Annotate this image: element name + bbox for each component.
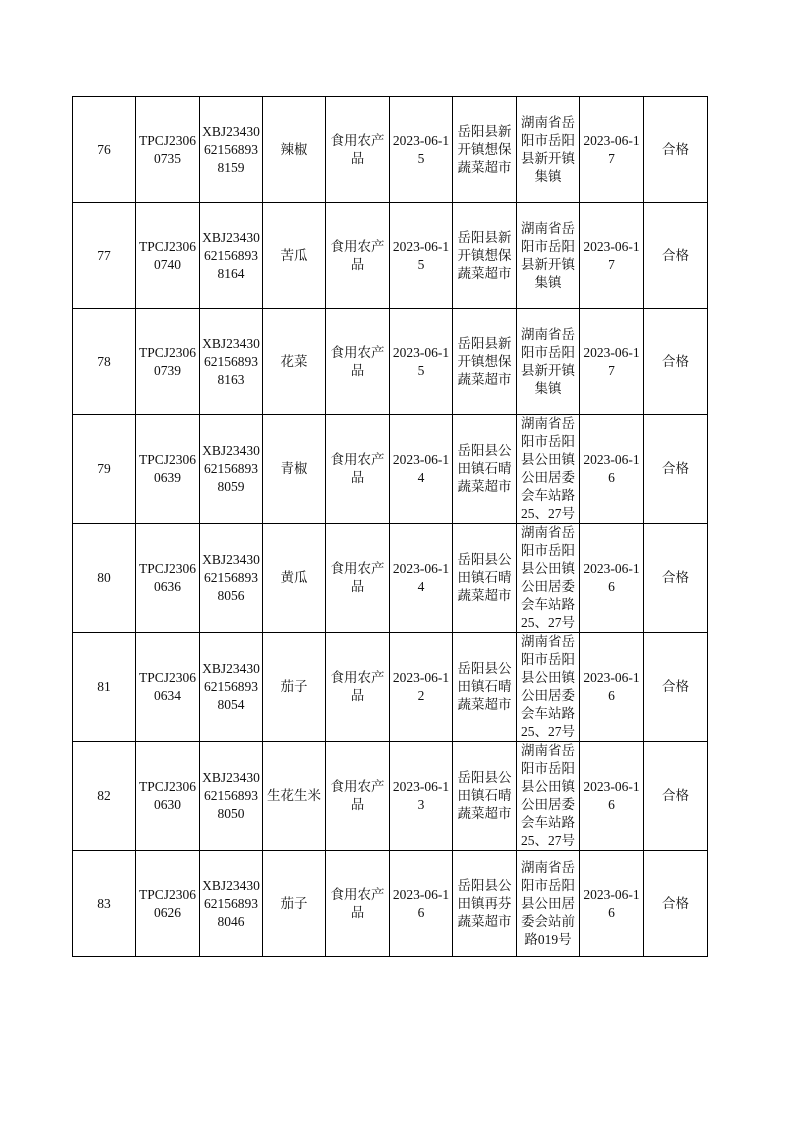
inspection-results-table <box>72 96 708 957</box>
result-cell: 合格 <box>644 97 708 203</box>
report-date-cell: 2023-06-16 <box>580 633 644 742</box>
sample-no-cell: XBJ23430621568938159 <box>200 97 263 203</box>
sampled-unit-cell: 岳阳县公田镇石晴蔬菜超市 <box>453 415 517 524</box>
report-date-cell: 2023-06-16 <box>580 415 644 524</box>
date-cell: 2023-06-13 <box>390 742 453 851</box>
address-cell: 湖南省岳阳市岳阳县公田镇公田居委会车站路25、27号 <box>517 415 580 524</box>
result-cell: 合格 <box>644 524 708 633</box>
sampled-unit-cell: 岳阳县公田镇石晴蔬菜超市 <box>453 742 517 851</box>
sample-no-cell: XBJ23430621568938056 <box>200 524 263 633</box>
result-cell: 合格 <box>644 742 708 851</box>
result-cell: 合格 <box>644 851 708 957</box>
seq-cell: 82 <box>73 742 136 851</box>
task-no-cell: TPCJ23060630 <box>136 742 200 851</box>
seq-cell: 79 <box>73 415 136 524</box>
address-cell: 湖南省岳阳市岳阳县公田居委会站前路019号 <box>517 851 580 957</box>
table-row <box>73 742 708 851</box>
result-cell: 合格 <box>644 309 708 415</box>
result-cell: 合格 <box>644 203 708 309</box>
category-cell: 食用农产品 <box>326 851 390 957</box>
result-cell: 合格 <box>644 415 708 524</box>
sample-no-cell: XBJ23430621568938164 <box>200 203 263 309</box>
seq-cell: 77 <box>73 203 136 309</box>
seq-cell: 81 <box>73 633 136 742</box>
seq-cell: 80 <box>73 524 136 633</box>
address-cell: 湖南省岳阳市岳阳县公田镇公田居委会车站路25、27号 <box>517 633 580 742</box>
sample-no-cell: XBJ23430621568938046 <box>200 851 263 957</box>
date-cell: 2023-06-15 <box>390 309 453 415</box>
category-cell: 食用农产品 <box>326 633 390 742</box>
sample-no-cell: XBJ23430621568938163 <box>200 309 263 415</box>
food-name-cell: 黄瓜 <box>263 524 326 633</box>
table-row <box>73 309 708 415</box>
food-name-cell: 茄子 <box>263 851 326 957</box>
seq-cell: 78 <box>73 309 136 415</box>
table-body <box>73 97 708 957</box>
report-date-cell: 2023-06-16 <box>580 851 644 957</box>
task-no-cell: TPCJ23060735 <box>136 97 200 203</box>
table-row <box>73 415 708 524</box>
task-no-cell: TPCJ23060636 <box>136 524 200 633</box>
sampled-unit-cell: 岳阳县公田镇再芬蔬菜超市 <box>453 851 517 957</box>
sample-no-cell: XBJ23430621568938050 <box>200 742 263 851</box>
task-no-cell: TPCJ23060739 <box>136 309 200 415</box>
food-name-cell: 苦瓜 <box>263 203 326 309</box>
sampled-unit-cell: 岳阳县公田镇石晴蔬菜超市 <box>453 633 517 742</box>
category-cell: 食用农产品 <box>326 203 390 309</box>
food-name-cell: 青椒 <box>263 415 326 524</box>
date-cell: 2023-06-14 <box>390 524 453 633</box>
table-row <box>73 633 708 742</box>
report-date-cell: 2023-06-16 <box>580 524 644 633</box>
report-date-cell: 2023-06-17 <box>580 309 644 415</box>
task-no-cell: TPCJ23060634 <box>136 633 200 742</box>
food-name-cell: 花菜 <box>263 309 326 415</box>
address-cell: 湖南省岳阳市岳阳县新开镇集镇 <box>517 203 580 309</box>
sampled-unit-cell: 岳阳县新开镇想保蔬菜超市 <box>453 97 517 203</box>
sampled-unit-cell: 岳阳县公田镇石晴蔬菜超市 <box>453 524 517 633</box>
address-cell: 湖南省岳阳市岳阳县公田镇公田居委会车站路25、27号 <box>517 524 580 633</box>
report-date-cell: 2023-06-17 <box>580 203 644 309</box>
sample-no-cell: XBJ23430621568938059 <box>200 415 263 524</box>
report-date-cell: 2023-06-17 <box>580 97 644 203</box>
table-row <box>73 97 708 203</box>
category-cell: 食用农产品 <box>326 742 390 851</box>
category-cell: 食用农产品 <box>326 415 390 524</box>
sample-no-cell: XBJ23430621568938054 <box>200 633 263 742</box>
seq-cell: 83 <box>73 851 136 957</box>
category-cell: 食用农产品 <box>326 524 390 633</box>
task-no-cell: TPCJ23060639 <box>136 415 200 524</box>
address-cell: 湖南省岳阳市岳阳县新开镇集镇 <box>517 97 580 203</box>
sampled-unit-cell: 岳阳县新开镇想保蔬菜超市 <box>453 309 517 415</box>
report-date-cell: 2023-06-16 <box>580 742 644 851</box>
category-cell: 食用农产品 <box>326 309 390 415</box>
date-cell: 2023-06-15 <box>390 203 453 309</box>
result-cell: 合格 <box>644 633 708 742</box>
food-name-cell: 辣椒 <box>263 97 326 203</box>
address-cell: 湖南省岳阳市岳阳县新开镇集镇 <box>517 309 580 415</box>
task-no-cell: TPCJ23060740 <box>136 203 200 309</box>
food-name-cell: 茄子 <box>263 633 326 742</box>
address-cell: 湖南省岳阳市岳阳县公田镇公田居委会车站路25、27号 <box>517 742 580 851</box>
date-cell: 2023-06-12 <box>390 633 453 742</box>
date-cell: 2023-06-16 <box>390 851 453 957</box>
sampled-unit-cell: 岳阳县新开镇想保蔬菜超市 <box>453 203 517 309</box>
date-cell: 2023-06-14 <box>390 415 453 524</box>
table-row <box>73 851 708 957</box>
table-row <box>73 524 708 633</box>
category-cell: 食用农产品 <box>326 97 390 203</box>
table-row <box>73 203 708 309</box>
date-cell: 2023-06-15 <box>390 97 453 203</box>
food-name-cell: 生花生米 <box>263 742 326 851</box>
task-no-cell: TPCJ23060626 <box>136 851 200 957</box>
seq-cell: 76 <box>73 97 136 203</box>
